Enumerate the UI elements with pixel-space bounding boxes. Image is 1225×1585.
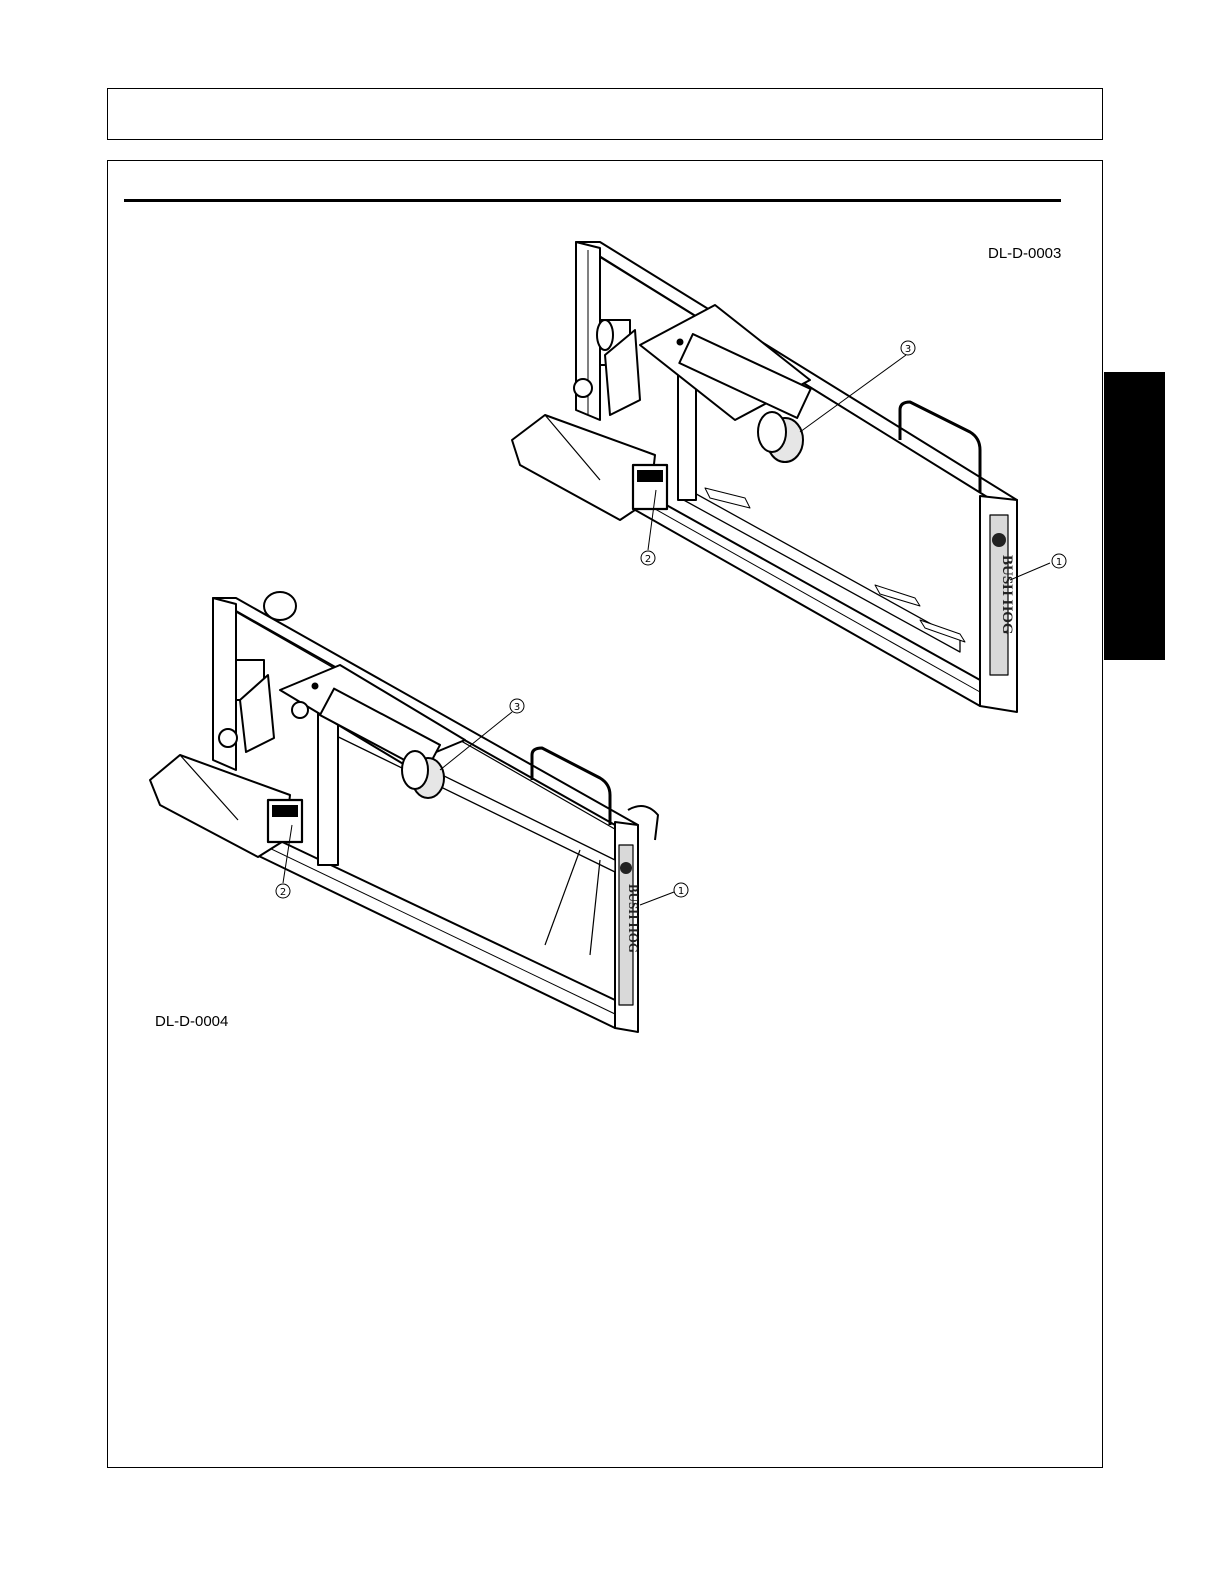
callout-1-fig1: 1 bbox=[1055, 557, 1063, 568]
callout-2-fig1: 2 bbox=[644, 554, 652, 565]
callout-2-fig2: 2 bbox=[279, 887, 287, 898]
brand-decal-2: BUSH HOG bbox=[626, 884, 641, 953]
callout-3-fig2: 3 bbox=[513, 702, 521, 713]
figure-label-dl-d-0004: DL-D-0004 bbox=[155, 1013, 229, 1030]
figure-label-dl-d-0003: DL-D-0003 bbox=[988, 245, 1062, 262]
attachment-frame-drawing-1 bbox=[512, 242, 1017, 712]
callout-1-fig2: 1 bbox=[677, 886, 685, 897]
brand-decal-1: BUSH HOG bbox=[999, 555, 1015, 635]
attachment-frame-drawing-2 bbox=[150, 592, 658, 1032]
callout-3-fig1: 3 bbox=[904, 344, 912, 355]
